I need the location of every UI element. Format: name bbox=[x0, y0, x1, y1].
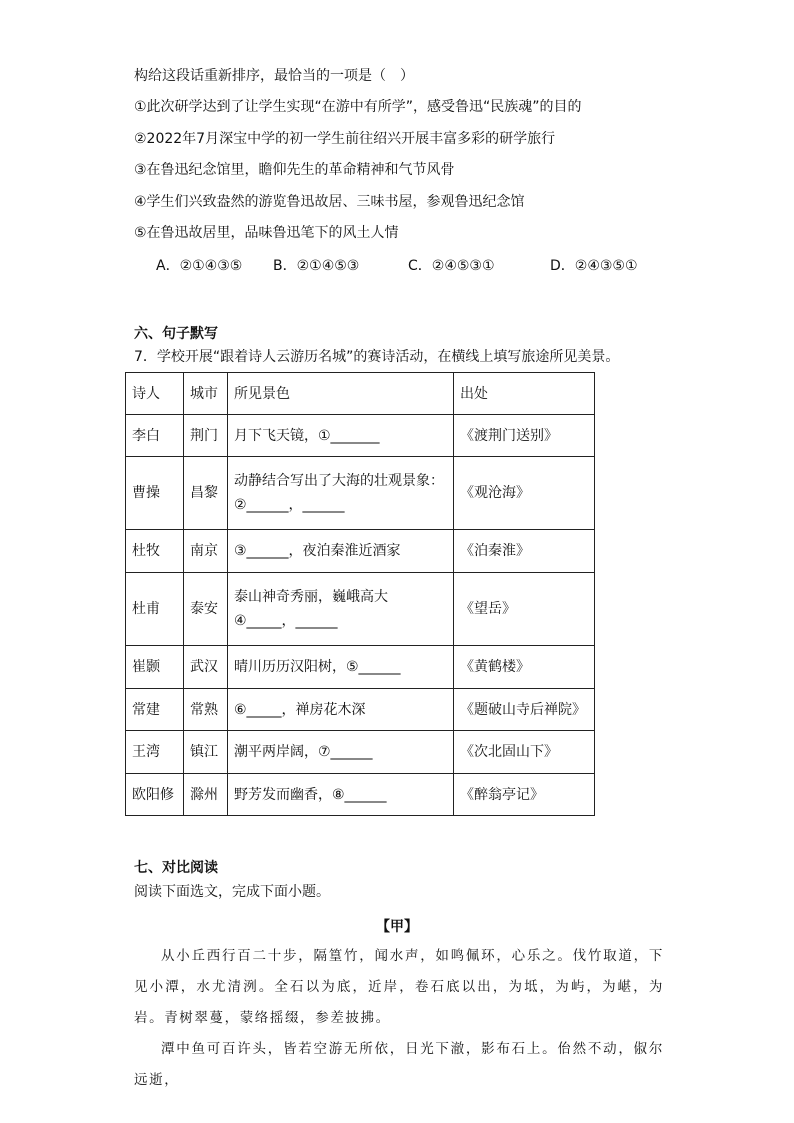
sentence-item-5: ⑤在鲁迅故居里，品味鲁迅笔下的风土人情 bbox=[134, 225, 399, 241]
table-row bbox=[126, 731, 595, 774]
scene-cell[interactable] bbox=[228, 573, 454, 646]
source-cell: 《泊秦淮》 bbox=[454, 530, 595, 573]
source-cell: 《望岳》 bbox=[454, 573, 595, 646]
scene-line-1: 动静结合写出了大海的壮观景象： bbox=[234, 473, 444, 489]
source-cell: 《黄鹤楼》 bbox=[454, 646, 595, 689]
question-seven: 7．学校开展“跟着诗人云游历名城”的赛诗活动，在横线上填写旅途所见美景。 bbox=[134, 349, 620, 365]
scene-cell[interactable] bbox=[228, 457, 454, 530]
city-cell: 常熟 bbox=[184, 689, 228, 731]
table-row bbox=[126, 689, 595, 731]
table-row bbox=[126, 457, 595, 530]
table-row bbox=[126, 415, 595, 457]
sentence-item-1: ①此次研学达到了让学生实现“在游中有所学”，感受鲁迅“民族魂”的目的 bbox=[134, 99, 582, 115]
city-cell: 武汉 bbox=[184, 646, 228, 689]
header-scene: 所见景色 bbox=[228, 373, 454, 415]
poet-cell: 王湾 bbox=[126, 731, 184, 774]
scene-cell[interactable]: 月下飞天镜，①_______ bbox=[228, 415, 454, 457]
scene-line-2[interactable]: ④_____，______ bbox=[234, 613, 338, 629]
source-cell: 《题破山寺后禅院》 bbox=[454, 689, 595, 731]
passage-body bbox=[134, 941, 664, 1096]
answer-options bbox=[156, 255, 638, 275]
header-poet: 诗人 bbox=[126, 373, 184, 415]
option-b[interactable]: B．②①④⑤③ bbox=[273, 258, 360, 274]
passage-paragraph-2: 潭中鱼可百许头，皆若空游无所依，日光下澈，影布石上。佁然不动，俶尔远逝， bbox=[134, 1041, 664, 1088]
scene-line-2[interactable]: ②______，______ bbox=[234, 497, 345, 513]
source-cell: 《醉翁亭记》 bbox=[454, 774, 595, 816]
poet-cell: 曹操 bbox=[126, 457, 184, 530]
city-cell: 荆门 bbox=[184, 415, 228, 457]
poet-cell: 杜甫 bbox=[126, 573, 184, 646]
poet-cell: 常建 bbox=[126, 689, 184, 731]
poet-cell: 李白 bbox=[126, 415, 184, 457]
reading-instruction: 阅读下面选文，完成下面小题。 bbox=[134, 884, 330, 900]
poet-cell: 杜牧 bbox=[126, 530, 184, 573]
question-prompt: 构给这段话重新排序，最恰当的一项是（ ） bbox=[134, 68, 414, 84]
passage-paragraph-1: 从小丘西行百二十步，隔篁竹，闻水声，如鸣佩环，心乐之。伐竹取道，下见小潭，水尤清洌。全石以为底，近岸，卷石底以出，为坻，为屿，为嵁，为岩。青树翠蔓，蒙络摇缀，参差披拂。 bbox=[134, 948, 664, 1026]
scene-cell[interactable]: ③______，夜泊秦淮近酒家 bbox=[228, 530, 454, 573]
header-city: 城市 bbox=[184, 373, 228, 415]
scene-cell[interactable]: 晴川历历汉阳树，⑤______ bbox=[228, 646, 454, 689]
poet-cell: 欧阳修 bbox=[126, 774, 184, 816]
city-cell: 滁州 bbox=[184, 774, 228, 816]
scene-line-1: 泰山神奇秀丽，巍峨高大 bbox=[234, 589, 388, 605]
poem-table bbox=[125, 372, 595, 816]
section-six-heading: 六、句子默写 bbox=[134, 326, 218, 342]
sentence-item-3: ③在鲁迅纪念馆里，瞻仰先生的革命精神和气节风骨 bbox=[134, 162, 455, 178]
option-d[interactable]: D．②④③⑤① bbox=[550, 258, 638, 274]
poet-cell: 崔颢 bbox=[126, 646, 184, 689]
source-cell: 《次北固山下》 bbox=[454, 731, 595, 774]
city-cell: 泰安 bbox=[184, 573, 228, 646]
table-row bbox=[126, 774, 595, 816]
city-cell: 镇江 bbox=[184, 731, 228, 774]
scene-cell[interactable]: 潮平两岸阔，⑦______ bbox=[228, 731, 454, 774]
source-cell: 《渡荆门送别》 bbox=[454, 415, 595, 457]
sentence-item-4: ④学生们兴致盎然的游览鲁迅故居、三味书屋，参观鲁迅纪念馆 bbox=[134, 194, 525, 210]
passage-title: 【甲】 bbox=[376, 919, 418, 935]
city-cell: 南京 bbox=[184, 530, 228, 573]
table-header-row bbox=[126, 373, 595, 415]
option-c[interactable]: C．②④⑤③① bbox=[408, 258, 495, 274]
city-cell: 昌黎 bbox=[184, 457, 228, 530]
sentence-item-2: ②2022年7月深宝中学的初一学生前往绍兴开展丰富多彩的研学旅行 bbox=[134, 131, 556, 147]
option-a[interactable]: A．②①④③⑤ bbox=[156, 258, 243, 274]
scene-cell[interactable]: 野芳发而幽香，⑧______ bbox=[228, 774, 454, 816]
table-row bbox=[126, 646, 595, 689]
table-row bbox=[126, 530, 595, 573]
table-row bbox=[126, 573, 595, 646]
header-source: 出处 bbox=[454, 373, 595, 415]
section-seven-heading: 七、对比阅读 bbox=[134, 860, 218, 876]
source-cell: 《观沧海》 bbox=[454, 457, 595, 530]
scene-cell[interactable]: ⑥_____，禅房花木深 bbox=[228, 689, 454, 731]
